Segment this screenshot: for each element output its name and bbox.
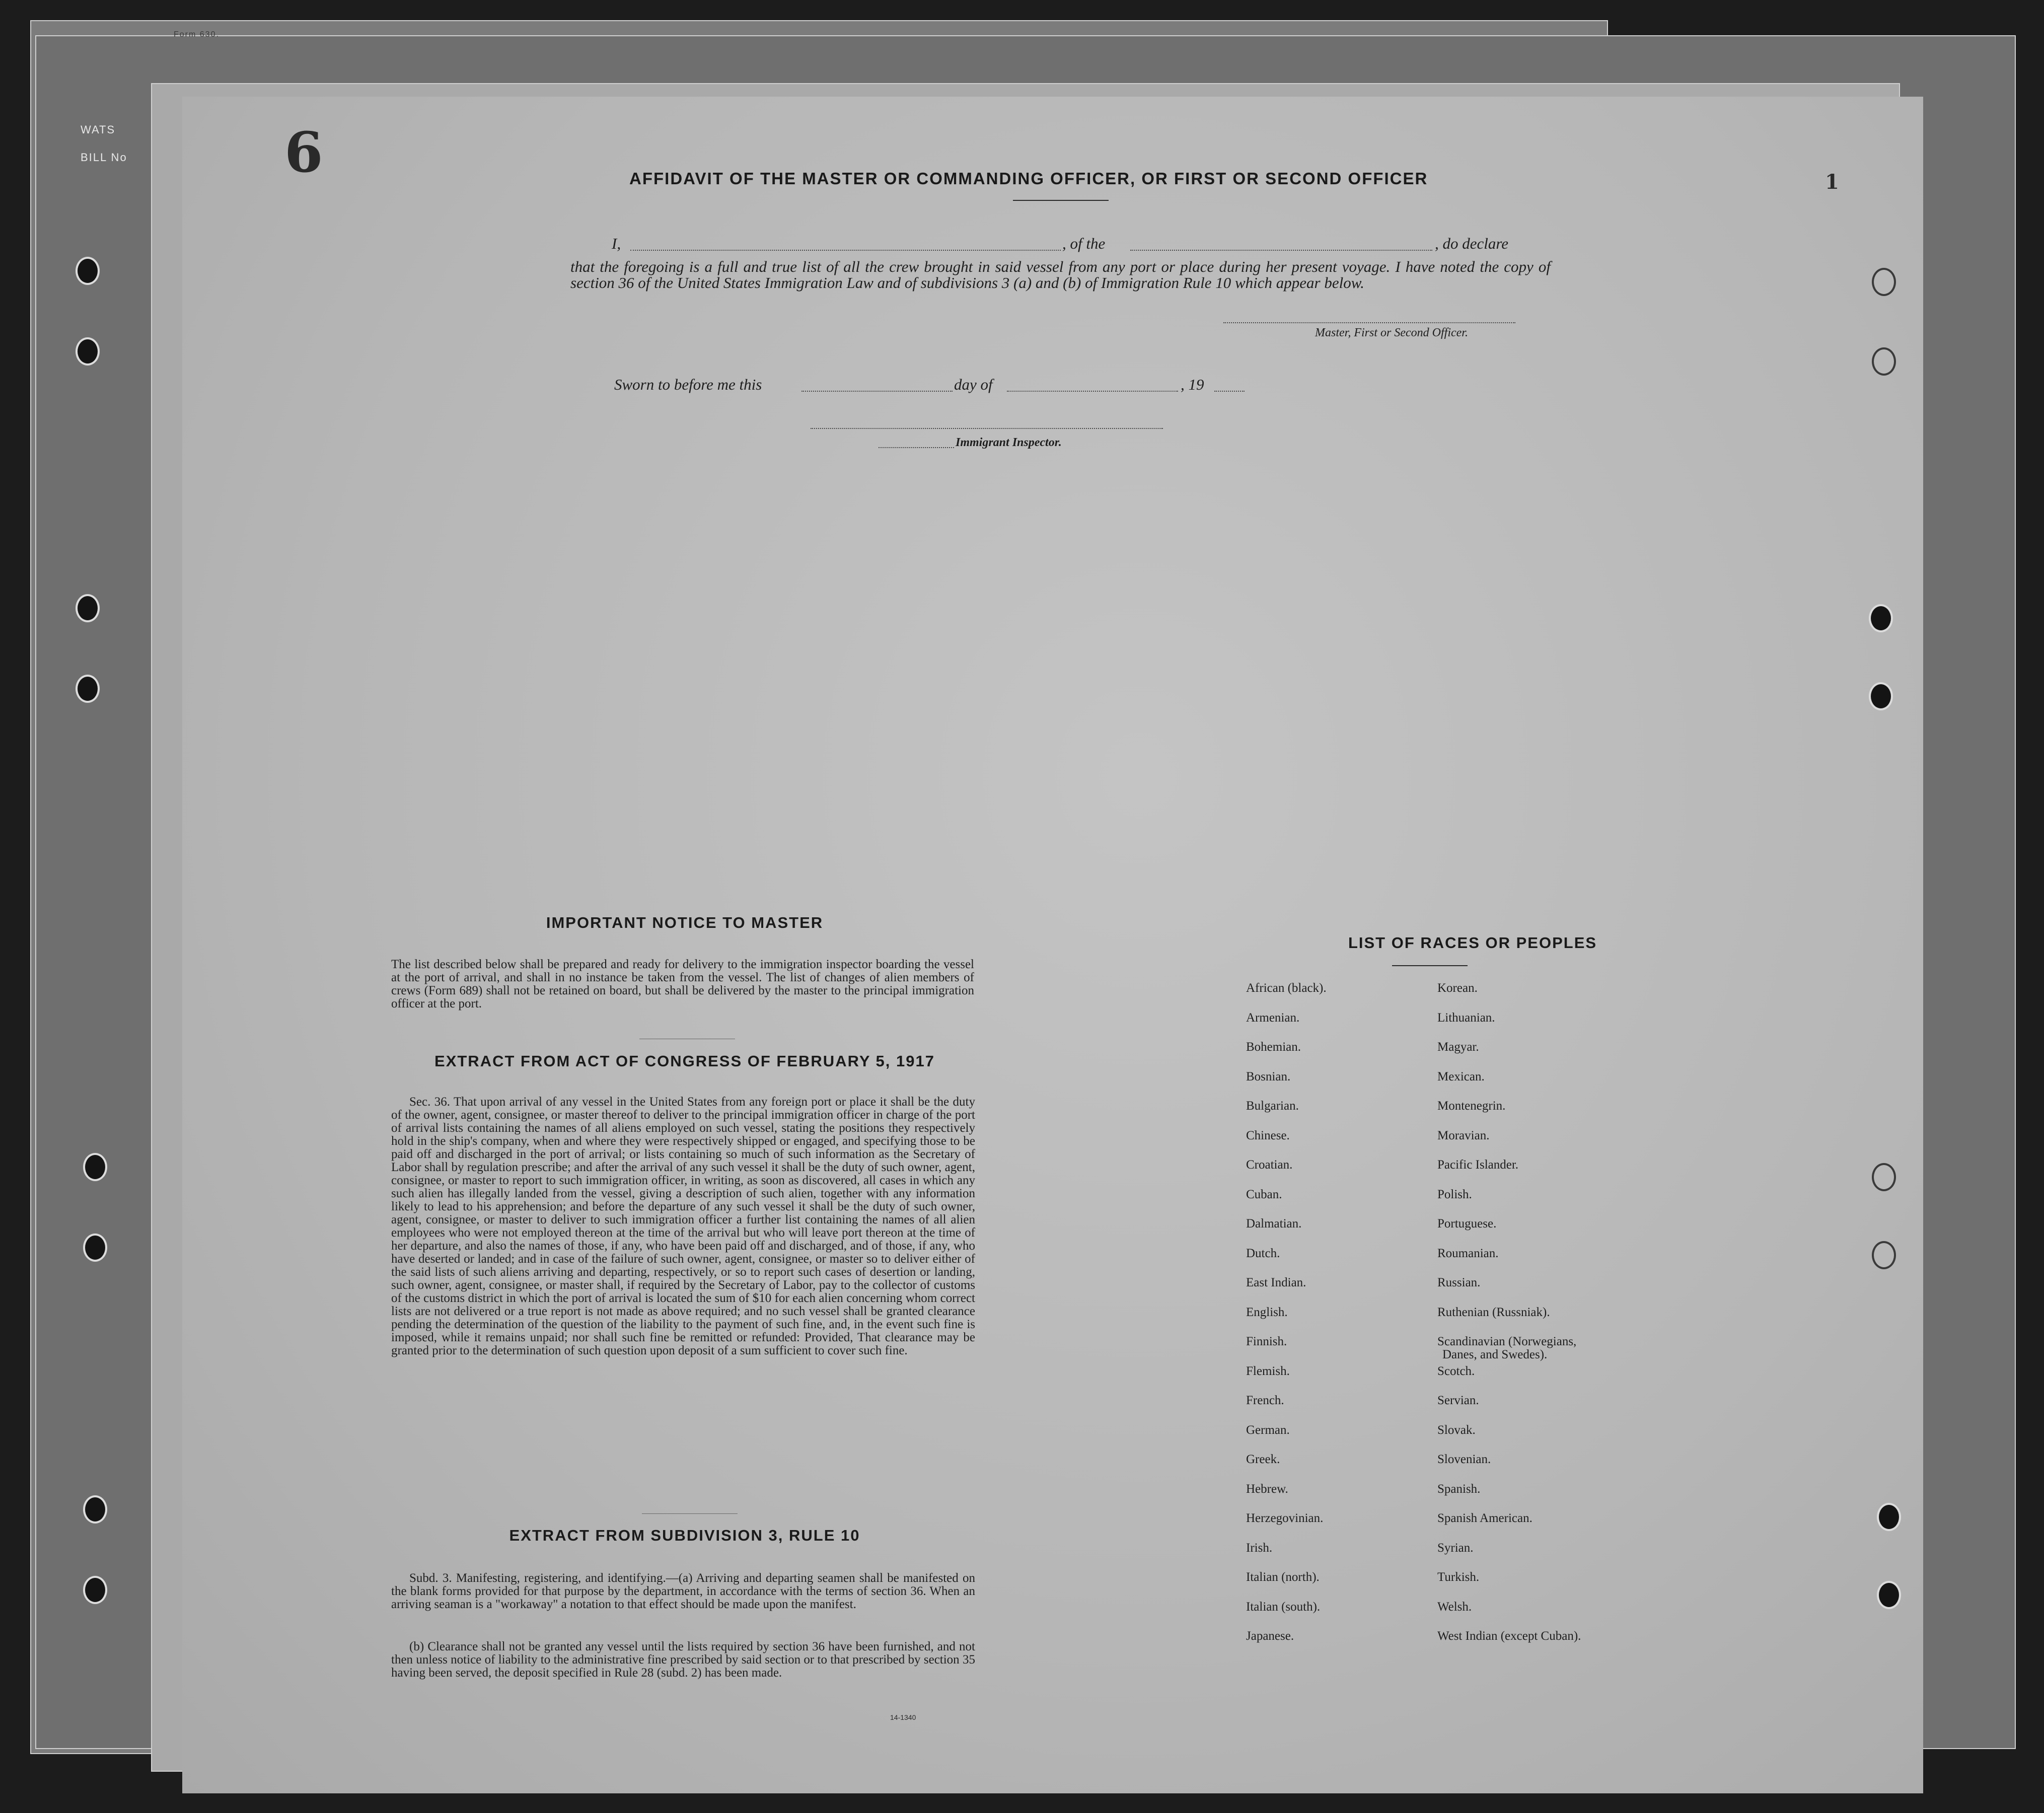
race-item: Ruthenian (Russniak). <box>1437 1305 1550 1319</box>
race-item: Korean. <box>1437 981 1478 995</box>
signer-label: Master, First or Second Officer. <box>1315 326 1468 339</box>
binder-hole <box>1869 682 1893 710</box>
binder-hole <box>83 1576 107 1604</box>
binder-hole <box>76 594 100 622</box>
race-item: Italian (north). <box>1246 1570 1320 1584</box>
race-item: Turkish. <box>1437 1570 1480 1584</box>
vessel-name-field[interactable] <box>1130 250 1432 251</box>
race-item: Moravian. <box>1437 1128 1490 1142</box>
day-of-label: day of <box>954 376 993 393</box>
race-item: Dutch. <box>1246 1246 1280 1260</box>
inspector-signature-lead <box>879 447 954 448</box>
corner-mark: 1 <box>1825 170 1839 194</box>
binder-hole <box>1872 268 1896 296</box>
sworn-year-field[interactable] <box>1214 391 1245 392</box>
race-item: Bulgarian. <box>1246 1099 1299 1113</box>
of-the-label: , of the <box>1062 235 1106 252</box>
binder-hole <box>83 1495 107 1524</box>
binder-hole <box>76 675 100 703</box>
race-item: German. <box>1246 1423 1290 1437</box>
race-item: East Indian. <box>1246 1276 1306 1289</box>
margin-strip-label: WATS <box>81 123 116 136</box>
race-item: Armenian. <box>1246 1010 1300 1025</box>
subdivision-b-text: (b) Clearance shall not be granted any vessel until the lists required by section 36 have been furnished, and not then unless notice of liability to the administrative fine prescribed by said section or to that prescribed by section 35 having been served, the deposit specified in Rule 28 (subd. 2) has been made. <box>391 1640 975 1680</box>
race-item: Chinese. <box>1246 1128 1290 1142</box>
race-item: Portuguese. <box>1437 1217 1497 1230</box>
race-item: Mexican. <box>1437 1069 1485 1083</box>
race-item: Servian. <box>1437 1394 1479 1407</box>
race-item: Irish. <box>1246 1541 1273 1555</box>
sworn-month-field[interactable] <box>1007 391 1178 392</box>
act-extract-heading: EXTRACT FROM ACT OF CONGRESS OF FEBRUARY 5, 1917 <box>434 1052 935 1070</box>
inspector-label: Immigrant Inspector. <box>956 436 1062 449</box>
race-item: Finnish. <box>1246 1335 1287 1348</box>
inspector-signature-line[interactable] <box>811 428 1163 429</box>
races-heading: LIST OF RACES OR PEOPLES <box>1348 934 1597 952</box>
rule-extract-heading: EXTRACT FROM SUBDIVISION 3, RULE 10 <box>509 1527 860 1544</box>
binder-hole <box>76 257 100 285</box>
notice-text: The list described below shall be prepared and ready for delivery to the immigration inspector boarding the vessel at the port of arrival, and shall in no instance be taken from the vessel. The list of changes of alien members of crews (Form 689) shall not be retained on board, but shall be delivered by the master to the principal immigration officer at the port. <box>391 958 974 1010</box>
binder-hole <box>1872 1241 1896 1269</box>
binder-hole <box>1872 347 1896 376</box>
signature-line[interactable] <box>1223 322 1515 323</box>
handwritten-page-number: 6 <box>284 120 323 185</box>
race-item: Lithuanian. <box>1437 1010 1495 1025</box>
race-item: Hebrew. <box>1246 1482 1288 1496</box>
race-item: Spanish American. <box>1437 1511 1532 1525</box>
margin-strip-label: BILL No <box>81 151 127 164</box>
race-item: Slovak. <box>1437 1423 1476 1437</box>
race-item: Roumanian. <box>1437 1246 1499 1260</box>
race-item: Danes, and Swedes). <box>1442 1348 1548 1361</box>
race-item: Croatian. <box>1246 1158 1293 1172</box>
races-list <box>1246 982 1699 1661</box>
declarant-name-field[interactable] <box>630 250 1061 251</box>
race-item: English. <box>1246 1305 1288 1319</box>
race-item: Herzegovinian. <box>1246 1511 1324 1525</box>
race-item: Greek. <box>1246 1453 1280 1466</box>
race-item: Dalmatian. <box>1246 1217 1302 1230</box>
section-rule <box>642 1513 738 1514</box>
title-rule <box>1013 200 1109 201</box>
race-item: African (black). <box>1246 981 1327 995</box>
race-item: Pacific Islander. <box>1437 1158 1519 1172</box>
section-36-text: Sec. 36. That upon arrival of any vessel in the United States from any foreign port or place it shall be the duty of the owner, agent, consignee, or master thereof to deliver to the principal immigration officer in charge of the port of arrival lists containing the names of all aliens employed on such vessel, stating the positions they respectively hold in the ship's company, when and where they were respectively shipped or engaged, and specifying those to be paid off and discharged in the port of arrival; or lists containing so much of such information as the Secretary of Labor shall by regulation prescribe; and after the arrival of any such vessel it shall be the duty of such owner, agent, consignee, or master to report to such immigration officer, in writing, as soon as discovered, all cases in which any such alien has illegally landed from the vessel, giving a description of such alien, together with any information likely to lead to his apprehension; and before the departure of any such vessel it shall be the duty of such owner, agent, consignee, or master to deliver to such immigration officer a further list containing the names of all alien employees who were not employed thereon at the time of the arrival but who will leave port thereon at the time of her departure, and also the names of those, if any, who have been paid off and discharged, and of those, if any, who have deserted or landed; and in case of the failure of such owner, agent, consignee, or master so to deliver either of the said lists of such aliens arriving and departing, respectively, or so to report such cases of desertion or landing, such owner, agent, consignee, or master shall, if required by the Secretary of Labor, pay to the collector of customs of the customs district in which the port of arrival is located the sum of $10 for each alien concerning whom correct lists are not delivered or a true report is not made as above required; and no such vessel shall be granted clearance pending the determination of the question of the liability to the payment of such fine, and, in the event such fine is imposed, while it remains unpaid; nor shall such fine be remitted or refunded: Provided, That clearance may be granted prior to the determination of such question upon deposit of a sum sufficient to cover such fine. <box>391 1095 975 1357</box>
races-rule <box>1392 965 1468 966</box>
race-item: Russian. <box>1437 1276 1481 1289</box>
race-item: Polish. <box>1437 1187 1472 1201</box>
binder-hole <box>1869 604 1893 632</box>
race-item: Syrian. <box>1437 1541 1474 1555</box>
binder-hole <box>1877 1581 1901 1609</box>
binder-hole <box>83 1234 107 1262</box>
declare-label: , do declare <box>1435 235 1509 252</box>
subdivision-a-text: Subd. 3. Manifesting, registering, and identifying.—(a) Arriving and departing seamen shall be manifested on the blank forms provided for that purpose by the department, in accordance with the terms of section 36. When an arriving seaman is a "workaway" a notation to that effect should be made upon the manifest. <box>391 1571 975 1611</box>
race-item: Welsh. <box>1437 1600 1472 1614</box>
race-item: Scotch. <box>1437 1364 1475 1378</box>
binder-hole <box>83 1153 107 1181</box>
race-item: Spanish. <box>1437 1482 1481 1496</box>
sworn-day-field[interactable] <box>801 391 953 392</box>
binder-hole <box>1872 1163 1896 1191</box>
notice-heading: IMPORTANT NOTICE TO MASTER <box>546 914 824 931</box>
print-code: 14-1340 <box>890 1713 916 1721</box>
sworn-label: Sworn to before me this <box>614 376 762 393</box>
race-item: West Indian (except Cuban). <box>1437 1629 1581 1643</box>
race-item: Italian (south). <box>1246 1600 1321 1614</box>
form-label: Form 630. <box>174 30 220 39</box>
race-item: Slovenian. <box>1437 1453 1491 1466</box>
race-item: Bohemian. <box>1246 1040 1301 1054</box>
race-item: Flemish. <box>1246 1364 1290 1378</box>
race-item: Magyar. <box>1437 1040 1479 1054</box>
race-item: Bosnian. <box>1246 1069 1291 1083</box>
race-item: French. <box>1246 1394 1284 1407</box>
declarant-label: I, <box>612 235 621 252</box>
affidavit-title: AFFIDAVIT OF THE MASTER OR COMMANDING OFFICER, OR FIRST OR SECOND OFFICER <box>629 169 1428 188</box>
sworn-year-label: , 19 <box>1181 376 1204 393</box>
affidavit-statement: that the foregoing is a full and true list of all the crew brought in said vessel from any port or place during her present voyage. I have noted the copy of section 36 of the United States Immigration Law and of subdivisions 3 (a) and (b) of Immigration Rule 10 which appear below. <box>570 258 1551 292</box>
race-item: Japanese. <box>1246 1629 1294 1643</box>
binder-hole <box>76 337 100 366</box>
race-item: Cuban. <box>1246 1187 1282 1201</box>
race-item: Montenegrin. <box>1437 1099 1506 1113</box>
race-item: Scandinavian (Norwegians, <box>1437 1335 1577 1348</box>
binder-hole <box>1877 1503 1901 1531</box>
